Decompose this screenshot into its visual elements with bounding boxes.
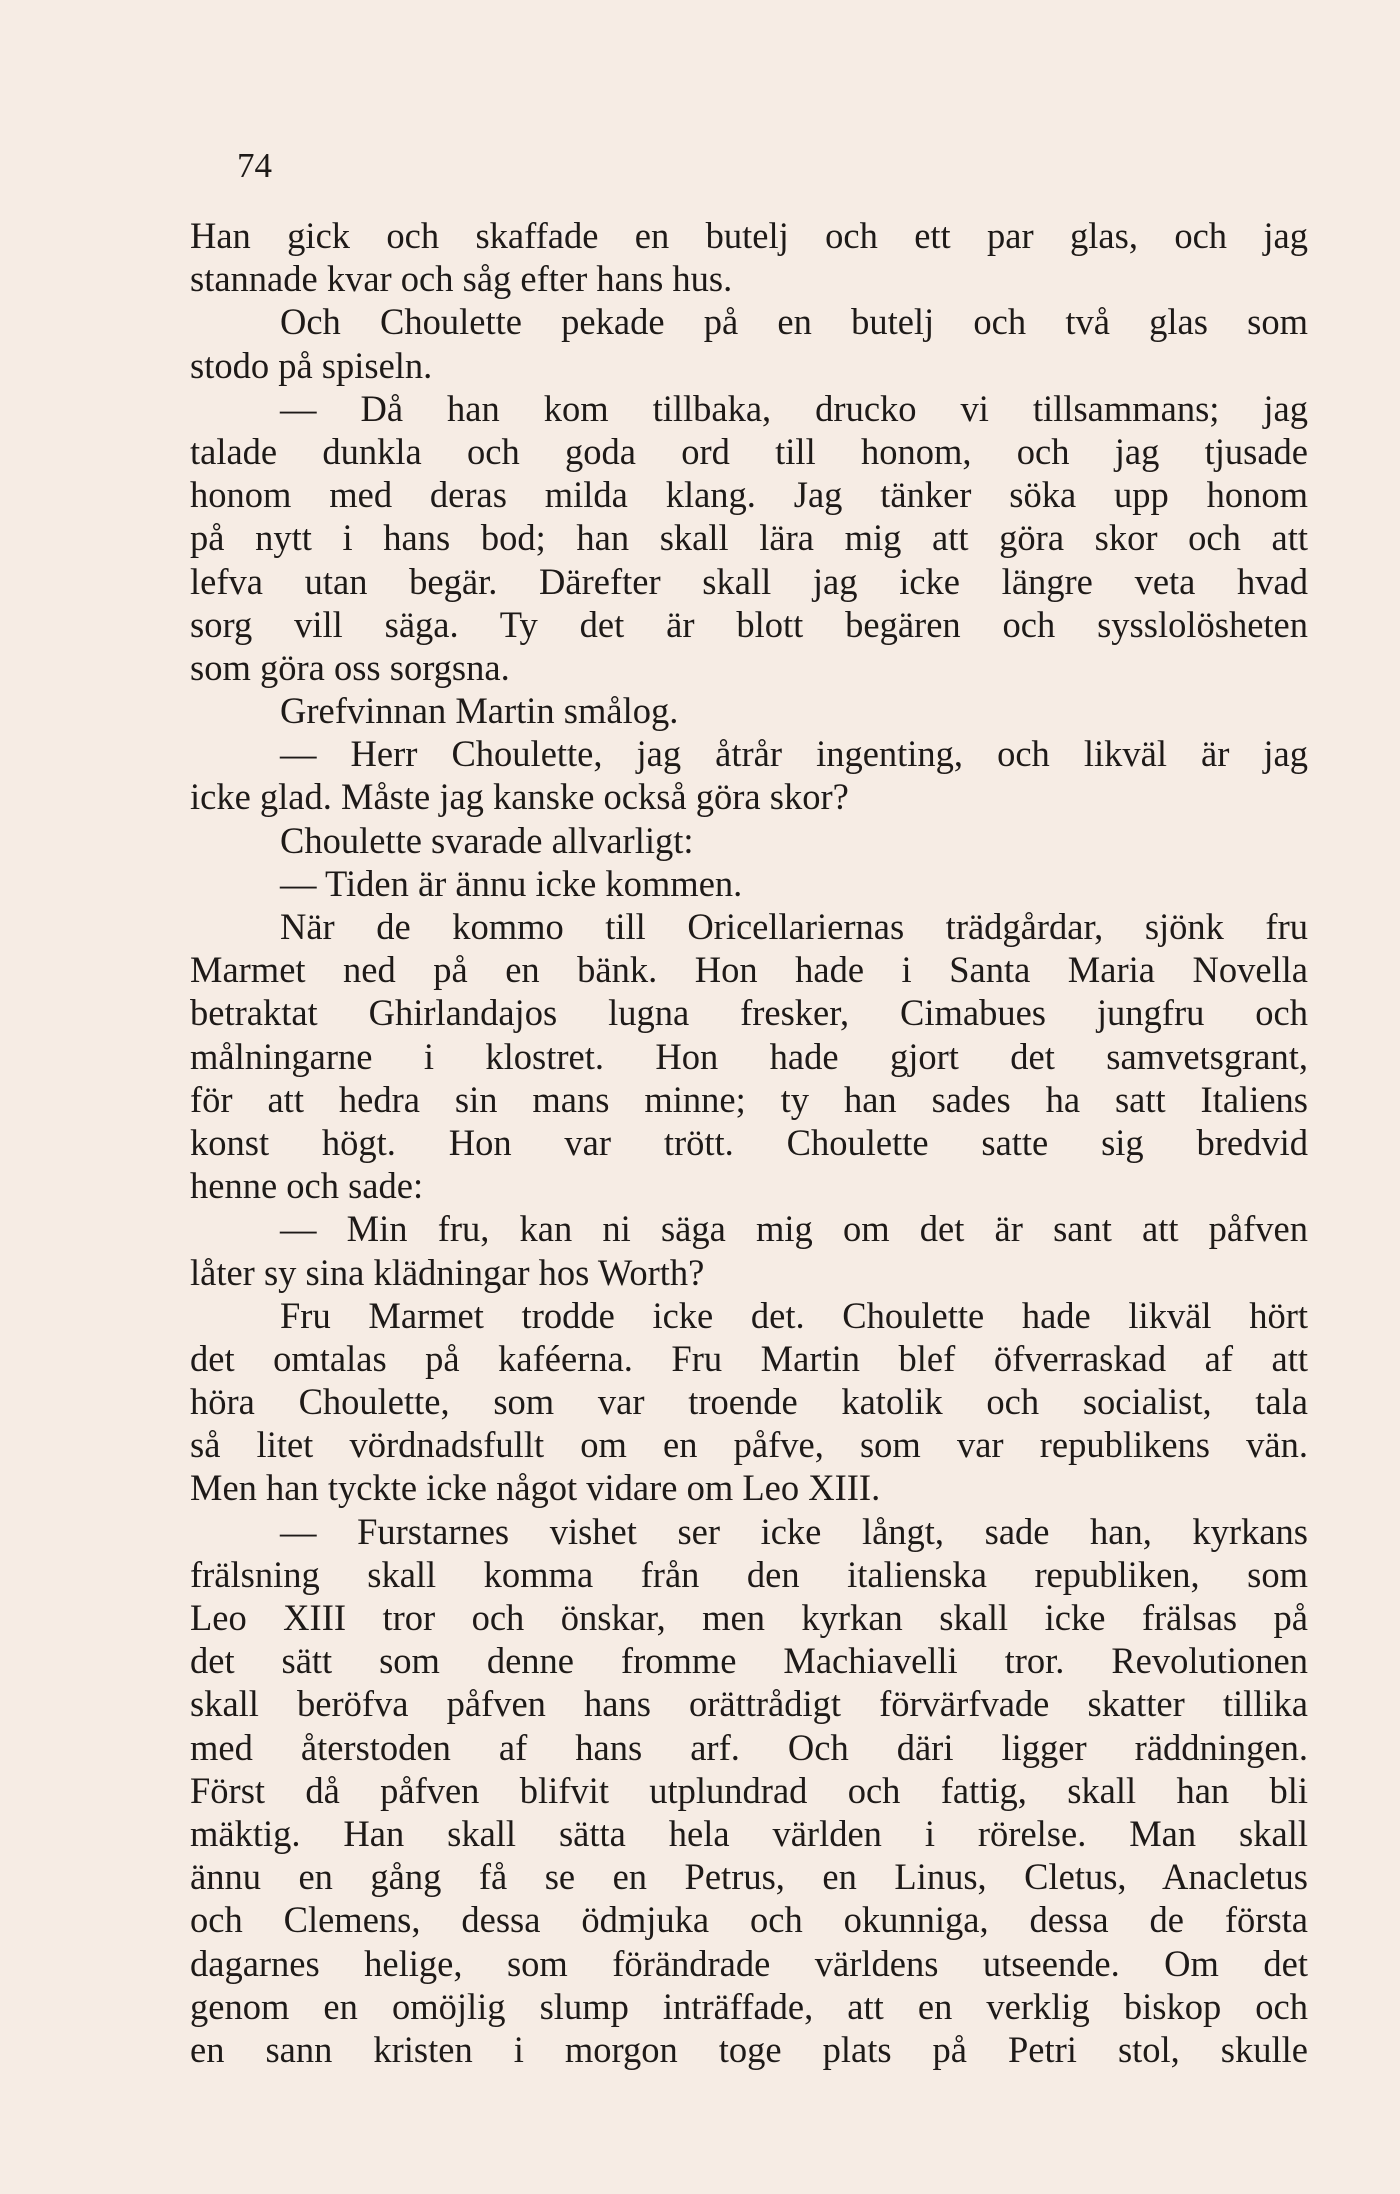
text-line: målningarne i klostret. Hon hade gjort det samvetsgrant, bbox=[190, 1035, 1308, 1077]
text-line: så litet vördnadsfullt om en påfve, som var republikens vän. bbox=[190, 1424, 1308, 1466]
text-line: konst högt. Hon var trött. Choulette satte sig bredvid bbox=[190, 1121, 1308, 1163]
text-line: henne och sade: bbox=[190, 1165, 424, 1207]
text-line: Marmet ned på en bänk. Hon hade i Santa Maria Novella bbox=[190, 949, 1308, 991]
text-line: Grefvinnan Martin smålog. bbox=[280, 690, 679, 732]
text-line: — Tiden är ännu icke kommen. bbox=[280, 862, 743, 904]
text-line: Choulette svarade allvarligt: bbox=[280, 819, 694, 861]
text-line: sorg vill säga. Ty det är blott begären och sysslolösheten bbox=[190, 603, 1308, 645]
text-line: Men han tyckte icke något vidare om Leo XIII. bbox=[190, 1467, 881, 1509]
text-line: med återstoden af hans arf. Och däri ligger räddningen. bbox=[190, 1726, 1308, 1768]
text-line: stodo på spiseln. bbox=[190, 344, 433, 386]
text-line: Och Choulette pekade på en butelj och två glas som bbox=[280, 301, 1308, 343]
text-line: Leo XIII tror och önskar, men kyrkan skall icke frälsas på bbox=[190, 1597, 1308, 1638]
text-line: det sätt som denne fromme Machiavelli tror. Revolutionen bbox=[190, 1640, 1308, 1682]
text-line: mäktig. Han skall sätta hela världen i rörelse. Man skall bbox=[190, 1812, 1308, 1854]
text-line: höra Choulette, som var troende katolik och socialist, tala bbox=[190, 1381, 1308, 1423]
text-line: som göra oss sorgsna. bbox=[190, 646, 510, 688]
text-line: — Då han kom tillbaka, drucko vi tillsammans; jag bbox=[280, 387, 1308, 429]
text-line: det omtalas på kaféerna. Fru Martin blef öfverraskad af att bbox=[190, 1337, 1308, 1379]
text-line: När de kommo till Oricellariernas trädgårdar, sjönk fru bbox=[280, 906, 1308, 947]
text-line: och Clemens, dessa ödmjuka och okunniga, dessa de första bbox=[190, 1899, 1308, 1941]
text-line: Han gick och skaffade en butelj och ett par glas, och jag bbox=[190, 215, 1308, 256]
text-line: — Furstarnes vishet ser icke långt, sade han, kyrkans bbox=[280, 1510, 1308, 1552]
text-line: betraktat Ghirlandajos lugna fresker, Cimabues jungfru och bbox=[190, 992, 1308, 1034]
text-line: lefva utan begär. Därefter skall jag icke längre veta hvad bbox=[190, 560, 1308, 602]
text-line: talade dunkla och goda ord till honom, och jag tjusade bbox=[190, 430, 1308, 472]
text-line: icke glad. Måste jag kanske också göra skor? bbox=[190, 776, 849, 818]
text-line: låter sy sina klädningar hos Worth? bbox=[190, 1251, 705, 1293]
text-line: frälsning skall komma från den italienska republiken, som bbox=[190, 1553, 1308, 1595]
text-line: skall beröfva påfven hans orättrådigt förvärfvade skatter tillika bbox=[190, 1683, 1308, 1725]
text-line: på nytt i hans bod; han skall lära mig att göra skor och att bbox=[190, 517, 1308, 559]
text-line: Fru Marmet trodde icke det. Choulette hade likväl hört bbox=[280, 1294, 1308, 1336]
text-line: för att hedra sin mans minne; ty han sades ha satt Italiens bbox=[190, 1078, 1308, 1120]
text-line: — Min fru, kan ni säga mig om det är sant att påfven bbox=[280, 1208, 1308, 1250]
page-number: 74 bbox=[237, 146, 272, 185]
text-line: ännu en gång få se en Petrus, en Linus, Cletus, Anacletus bbox=[190, 1856, 1308, 1898]
text-line: honom med deras milda klang. Jag tänker söka upp honom bbox=[190, 474, 1308, 516]
body-text bbox=[190, 214, 1308, 2071]
text-line: en sann kristen i morgon toge plats på Petri stol, skulle bbox=[190, 2028, 1308, 2070]
text-line: stannade kvar och såg efter hans hus. bbox=[190, 258, 733, 300]
text-line: dagarnes helige, som förändrade världens utseende. Om det bbox=[190, 1942, 1308, 1984]
text-line: genom en omöjlig slump inträffade, att en verklig biskop och bbox=[190, 1985, 1308, 2027]
text-line: Först då påfven blifvit utplundrad och fattig, skall han bli bbox=[190, 1769, 1308, 1811]
text-line: — Herr Choulette, jag åtrår ingenting, och likväl är jag bbox=[280, 733, 1308, 775]
